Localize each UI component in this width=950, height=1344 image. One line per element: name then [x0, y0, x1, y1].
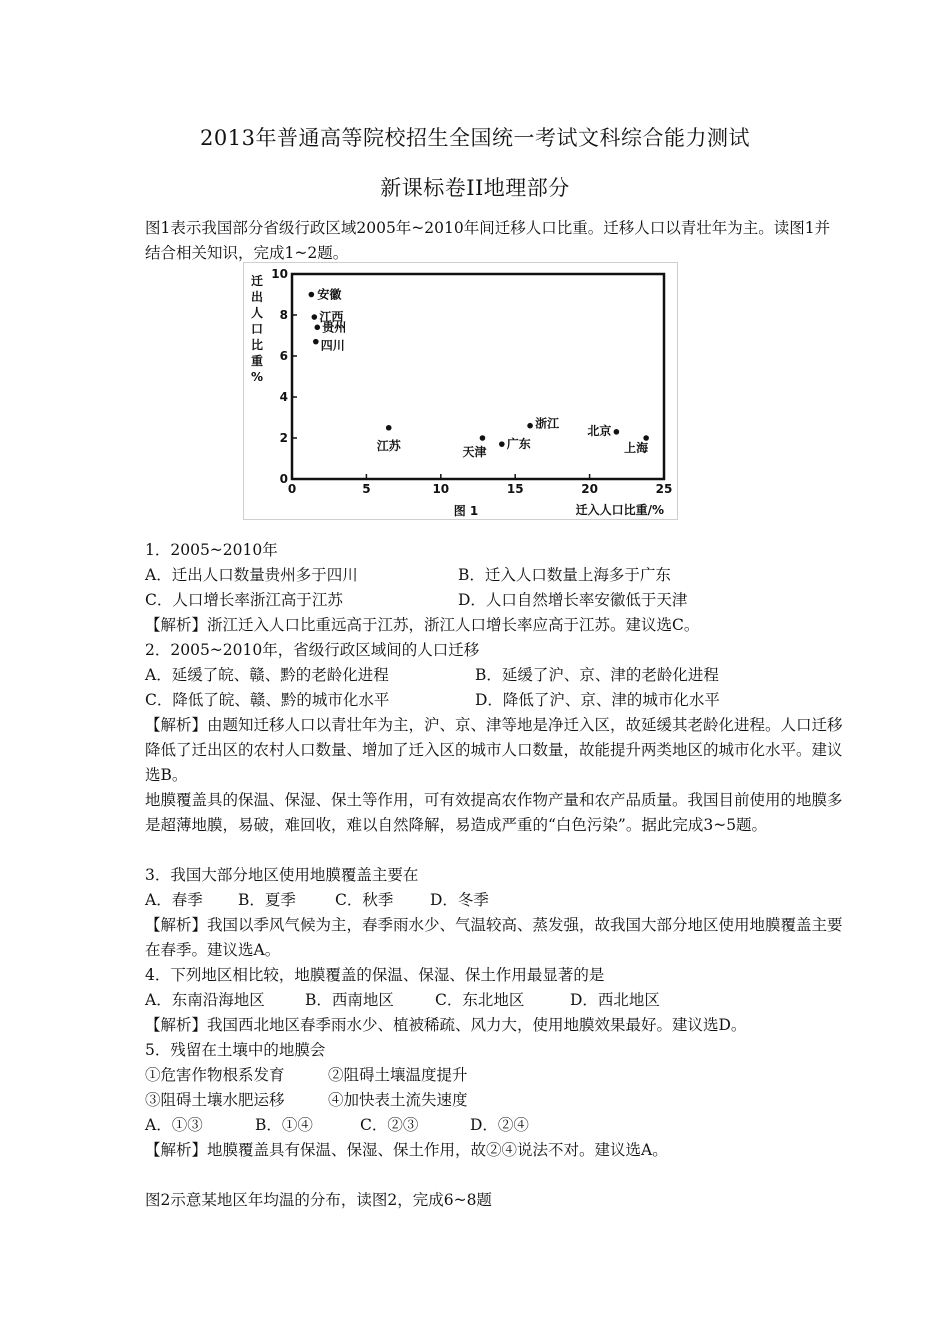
y-tick-label: 8 — [279, 308, 288, 322]
q1-option-d: D．人口自然增长率安徽低于天津 — [458, 591, 688, 609]
figure-caption: 图 1 — [453, 504, 479, 518]
q5-statement-3: ③阻碍土壤水肥运移 — [145, 1091, 285, 1109]
q2-analysis: 【解析】由题知迁移人口以青壮年为主，沪、京、津等地是净迁入区，故延缓其老龄化进程。人口迁移降低了迁出区的农村人口数量、增加了迁入区的城市人口数量，故能提升两类地区的城市化水平。建议选B。 — [145, 716, 843, 784]
q3-option-b: B．夏季 — [238, 891, 296, 909]
q4-option-a: A．东南沿海地区 — [145, 991, 265, 1009]
y-axis-label-char: 比 — [250, 338, 264, 352]
data-point — [313, 339, 319, 345]
x-tick-label: 10 — [432, 482, 450, 496]
point-label: 江苏 — [376, 438, 401, 453]
x-tick-label: 0 — [287, 482, 297, 496]
data-point — [386, 425, 392, 431]
q5-analysis: 【解析】地膜覆盖具有保温、保湿、保土作用，故②④说法不对。建议选A。 — [145, 1141, 668, 1159]
data-point — [499, 441, 505, 447]
point-label: 贵州 — [322, 320, 347, 335]
q5-stem: 5．残留在土壤中的地膜会 — [145, 1041, 326, 1059]
intro-paragraph: 图1表示我国部分省级行政区域2005年~2010年间迁移人口比重。迁移人口以青壮年为主。读图1并结合相关知识，完成1~2题。 — [145, 219, 831, 262]
data-point — [643, 435, 649, 441]
q5-option-a: A．①③ — [145, 1116, 203, 1134]
y-tick-label: 10 — [271, 267, 288, 281]
point-label: 江西 — [319, 310, 344, 325]
q5-option-b: B．①④ — [255, 1116, 313, 1134]
y-tick-label: 2 — [279, 431, 288, 445]
q3-option-c: C．秋季 — [335, 891, 394, 909]
q5-statement-2: ②阻碍土壤温度提升 — [328, 1066, 468, 1084]
x-tick-label: 20 — [581, 482, 598, 496]
x-axis-label: 迁入人口比重/% — [575, 503, 664, 517]
data-point — [527, 423, 533, 429]
page-title: 2013年普通高等院校招生全国统一考试文科综合能力测试 — [200, 126, 750, 150]
q2-option-a: A．延缓了皖、赣、黔的老龄化进程 — [145, 666, 389, 684]
q1-option-c: C．人口增长率浙江高于江苏 — [145, 591, 343, 609]
data-point — [314, 325, 320, 331]
q3-stem: 3．我国大部分地区使用地膜覆盖主要在 — [145, 866, 419, 884]
x-tick-label: 5 — [362, 482, 371, 496]
q5-option-d: D．②④ — [470, 1116, 529, 1134]
q1-analysis: 【解析】浙江迁入人口比重远高于江苏，浙江人口增长率应高于江苏。建议选C。 — [145, 616, 700, 634]
q3-option-a: A．春季 — [145, 891, 203, 909]
y-axis-label-char: 迁 — [250, 274, 264, 288]
q4-option-b: B．西南地区 — [305, 991, 394, 1009]
passage-2: 地膜覆盖具的保温、保湿、保土等作用，可有效提高农作物产量和农产品质量。我国目前使用的地膜多是超薄地膜，易破，难回收，难以自然降解，易造成严重的“白色污染”。据此完成3~5题。 — [145, 791, 843, 834]
y-axis-label-char: 出 — [250, 290, 264, 304]
q5-option-c: C．②③ — [360, 1116, 419, 1134]
x-tick-label: 25 — [655, 482, 673, 496]
page-subtitle: 新课标卷II地理部分 — [380, 176, 570, 200]
q4-stem: 4．下列地区相比较，地膜覆盖的保温、保湿、保土作用最显著的是 — [145, 966, 605, 984]
y-axis-label-char: 人 — [250, 306, 264, 320]
point-label: 浙江 — [535, 416, 560, 431]
point-label: 天津 — [462, 445, 487, 459]
y-tick-label: 6 — [279, 349, 288, 363]
y-axis-label-char: % — [250, 370, 264, 384]
point-label: 四川 — [320, 338, 345, 353]
data-point — [309, 292, 315, 298]
figure-2-intro: 图2示意某地区年均温的分布，读图2，完成6~8题 — [145, 1191, 492, 1209]
q2-option-d: D．降低了沪、京、津的城市化水平 — [475, 691, 720, 709]
data-point — [480, 435, 486, 441]
y-axis-label-char: 口 — [250, 322, 264, 336]
y-tick-label: 4 — [279, 390, 288, 404]
q3-analysis: 【解析】我国以季风气候为主，春季雨水少、气温较高、蒸发强，故我国大部分地区使用地膜覆盖主要在春季。建议选A。 — [145, 916, 843, 959]
q1-stem: 1．2005~2010年 — [145, 541, 278, 559]
data-point — [312, 314, 318, 320]
q2-stem: 2．2005~2010年，省级行政区域间的人口迁移 — [145, 641, 480, 659]
point-label: 安徽 — [317, 287, 342, 302]
q2-option-c: C．降低了皖、赣、黔的城市化水平 — [145, 691, 390, 709]
data-point — [614, 429, 620, 435]
q1-option-b: B．迁入人口数量上海多于广东 — [458, 566, 671, 584]
scatter-chart — [244, 263, 677, 519]
y-tick-label: 0 — [279, 472, 288, 486]
q3-option-d: D．冬季 — [430, 891, 489, 909]
x-tick-label: 15 — [506, 482, 524, 496]
q4-analysis: 【解析】我国西北地区春季雨水少、植被稀疏、风力大，使用地膜效果最好。建议选D。 — [145, 1016, 747, 1034]
figure-1 — [243, 262, 678, 520]
q5-statement-4: ④加快表土流失速度 — [328, 1091, 468, 1109]
q2-option-b: B．延缓了沪、京、津的老龄化进程 — [475, 666, 719, 684]
y-axis-label-char: 重 — [250, 354, 264, 368]
point-label: 北京 — [587, 423, 612, 438]
point-label: 上海 — [624, 441, 649, 455]
q5-statement-1: ①危害作物根系发育 — [145, 1066, 285, 1084]
point-label: 广东 — [506, 437, 531, 452]
q4-option-d: D．西北地区 — [570, 991, 660, 1009]
q1-option-a: A．迁出人口数量贵州多于四川 — [145, 566, 358, 584]
q4-option-c: C．东北地区 — [435, 991, 525, 1009]
